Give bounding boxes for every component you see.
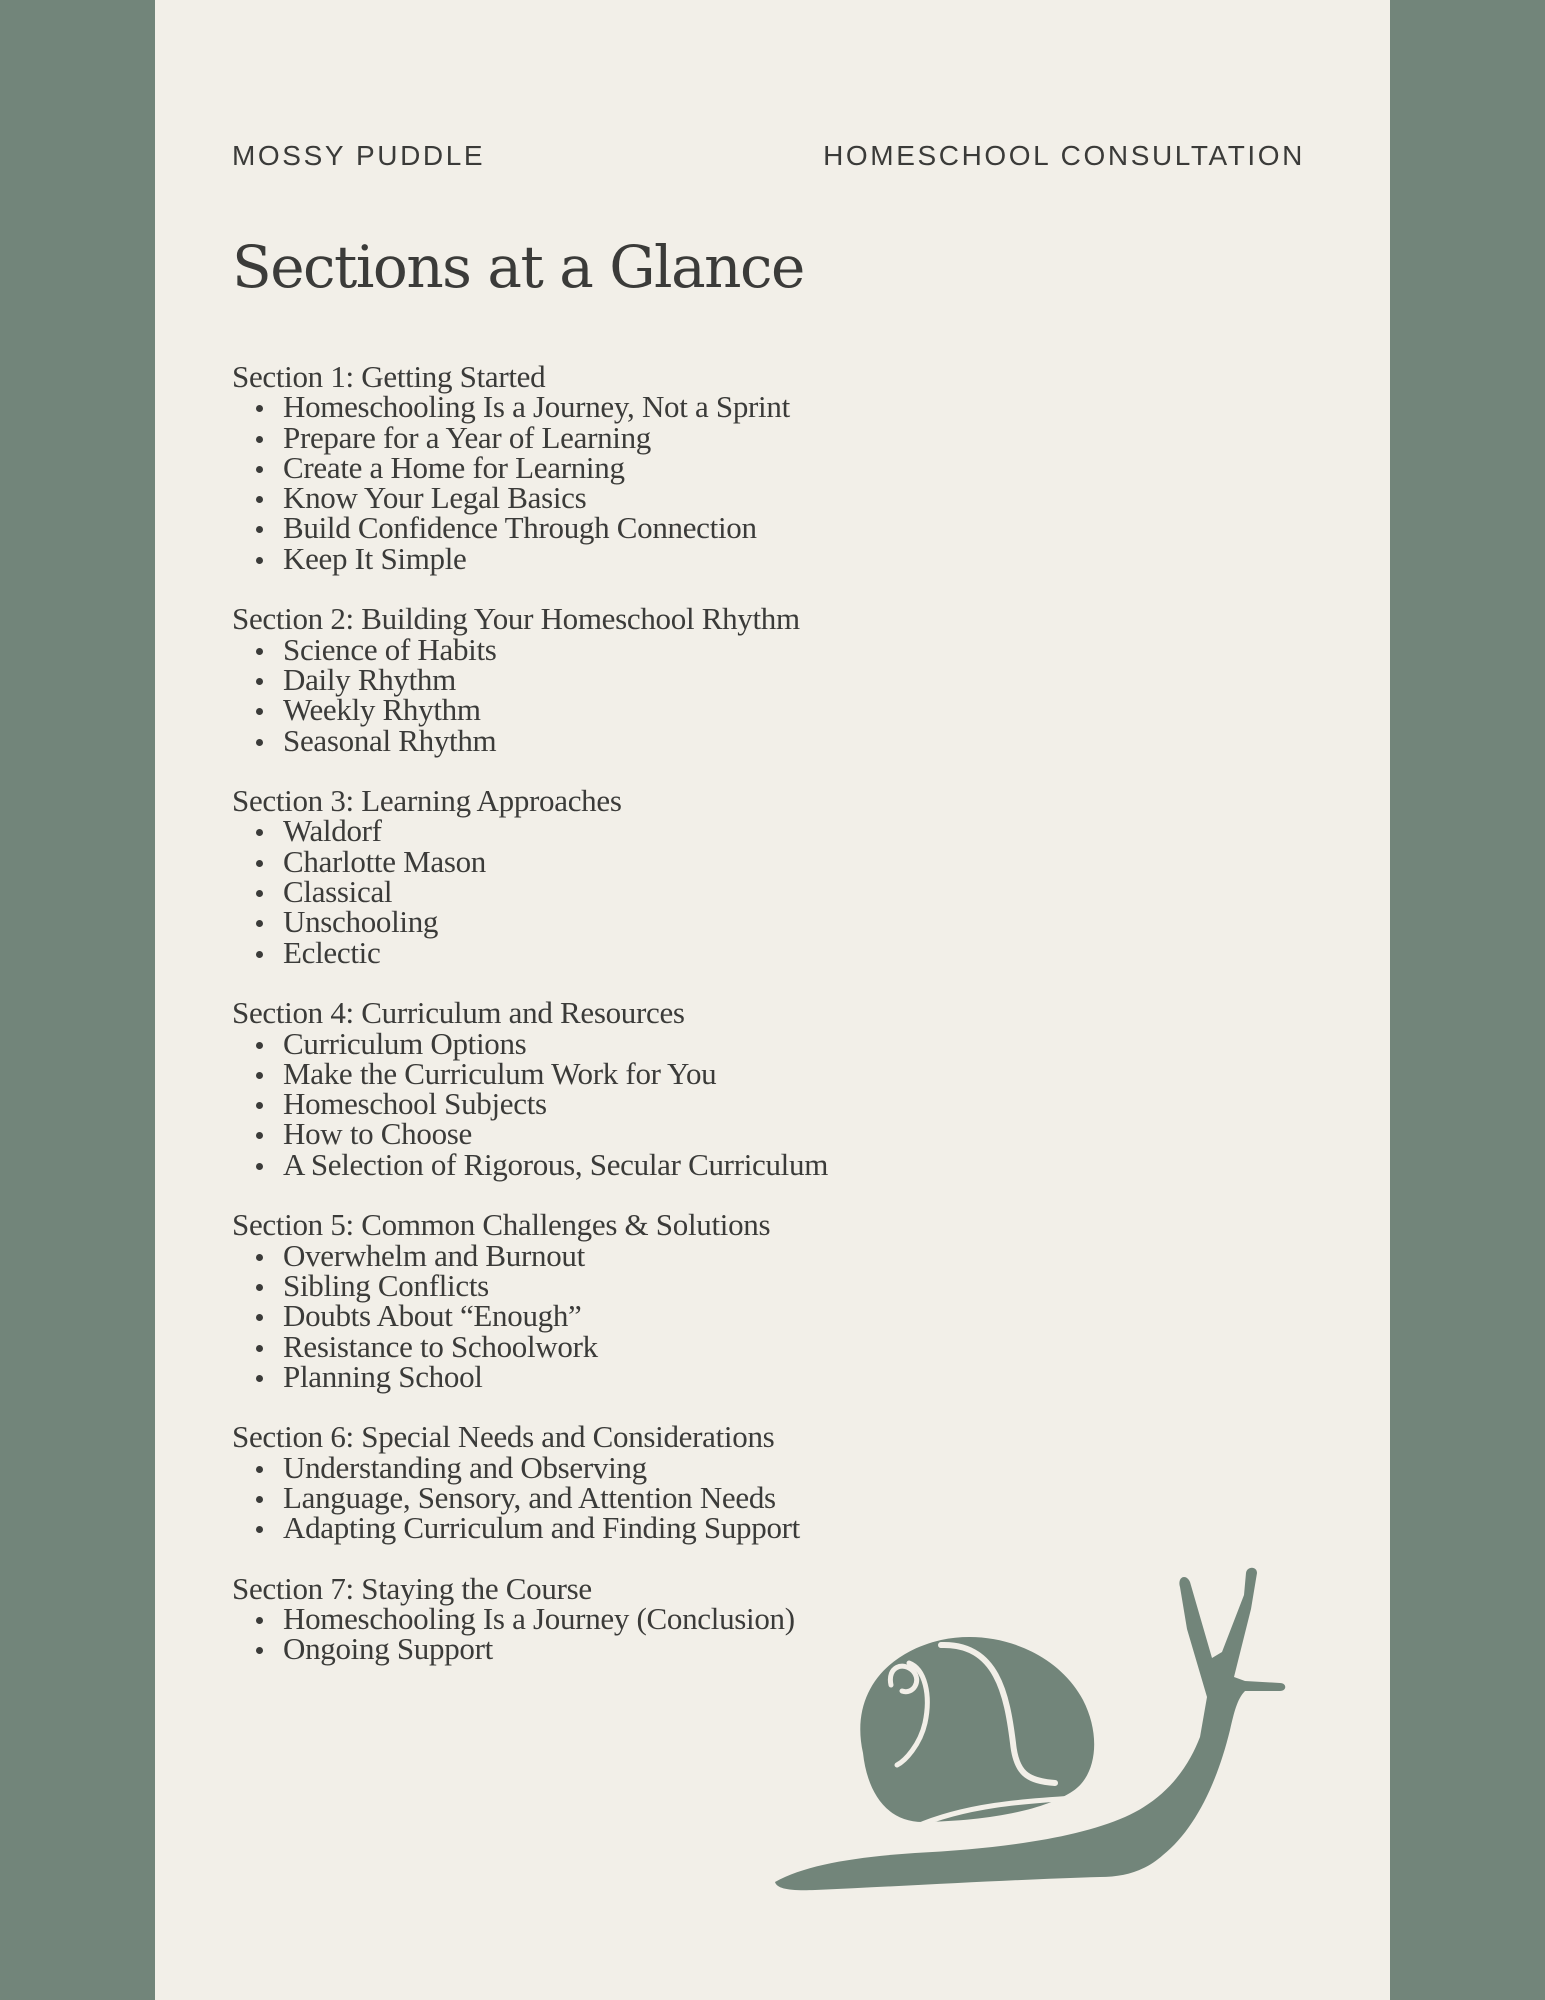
list-item: Seasonal Rhythm [283, 726, 1132, 756]
section-title: Section 2: Building Your Homeschool Rhythm [232, 601, 800, 637]
list-item: Eclectic [283, 938, 1132, 968]
list-item: Ongoing Support [283, 1634, 1132, 1664]
list-item: Overwhelm and Burnout [283, 1241, 1132, 1271]
list-item: Curriculum Options [283, 1029, 1132, 1059]
section-2 [232, 601, 1132, 758]
section-4 [232, 995, 1132, 1182]
section-items [232, 1449, 1132, 1546]
header [232, 140, 1305, 180]
list-item: Build Confidence Through Connection [283, 513, 1132, 543]
list-item: Homeschooling Is a Journey (Conclusion) [283, 1604, 1132, 1634]
section-items [232, 813, 1132, 970]
page-title: Sections at a Glance [232, 233, 804, 301]
section-5 [232, 1207, 1132, 1394]
section-title: Section 6: Special Needs and Considerations [232, 1419, 775, 1455]
section-title: Section 4: Curriculum and Resources [232, 995, 685, 1031]
list-item: Prepare for a Year of Learning [283, 423, 1132, 453]
section-items [232, 389, 1132, 576]
list-item: A Selection of Rigorous, Secular Curriculum [283, 1150, 1132, 1180]
section-6 [232, 1419, 1132, 1546]
section-items [232, 1237, 1132, 1394]
brand-name: MOSSY PUDDLE [232, 140, 486, 171]
list-item: Language, Sensory, and Attention Needs [283, 1483, 1132, 1513]
section-items [232, 1025, 1132, 1182]
section-title: Section 1: Getting Started [232, 359, 546, 394]
section-items [232, 631, 1132, 758]
section-title: Section 5: Common Challenges & Solutions [232, 1207, 771, 1243]
list-item: Resistance to Schoolwork [283, 1332, 1132, 1362]
list-item: Planning School [283, 1362, 1132, 1392]
list-item: Science of Habits [283, 635, 1132, 665]
list-item: Daily Rhythm [283, 665, 1132, 695]
list-item: Sibling Conflicts [283, 1271, 1132, 1301]
list-item: How to Choose [283, 1119, 1132, 1149]
list-item: Adapting Curriculum and Finding Support [283, 1513, 1132, 1543]
list-item: Weekly Rhythm [283, 695, 1132, 725]
section-3 [232, 783, 1132, 970]
list-item: Unschooling [283, 907, 1132, 937]
list-item: Keep It Simple [283, 544, 1132, 574]
section-title: Section 7: Staying the Course [232, 1570, 592, 1606]
snail-icon [775, 1565, 1335, 1895]
list-item: Make the Curriculum Work for You [283, 1059, 1132, 1089]
list-item: Charlotte Mason [283, 847, 1132, 877]
list-item: Homeschool Subjects [283, 1089, 1132, 1119]
list-item: Homeschooling Is a Journey, Not a Sprint [283, 392, 1132, 422]
list-item: Classical [283, 877, 1132, 907]
list-item: Understanding and Observing [283, 1453, 1132, 1483]
list-item: Waldorf [283, 816, 1132, 846]
list-item: Doubts About “Enough” [283, 1301, 1132, 1331]
list-item: Know Your Legal Basics [283, 483, 1132, 513]
section-1 [232, 359, 1132, 576]
section-title: Section 3: Learning Approaches [232, 783, 622, 819]
header-subtitle: HOMESCHOOL CONSULTATION [823, 140, 1305, 171]
list-item: Create a Home for Learning [283, 453, 1132, 483]
page [155, 0, 1390, 2000]
sections-list [232, 359, 1132, 1695]
